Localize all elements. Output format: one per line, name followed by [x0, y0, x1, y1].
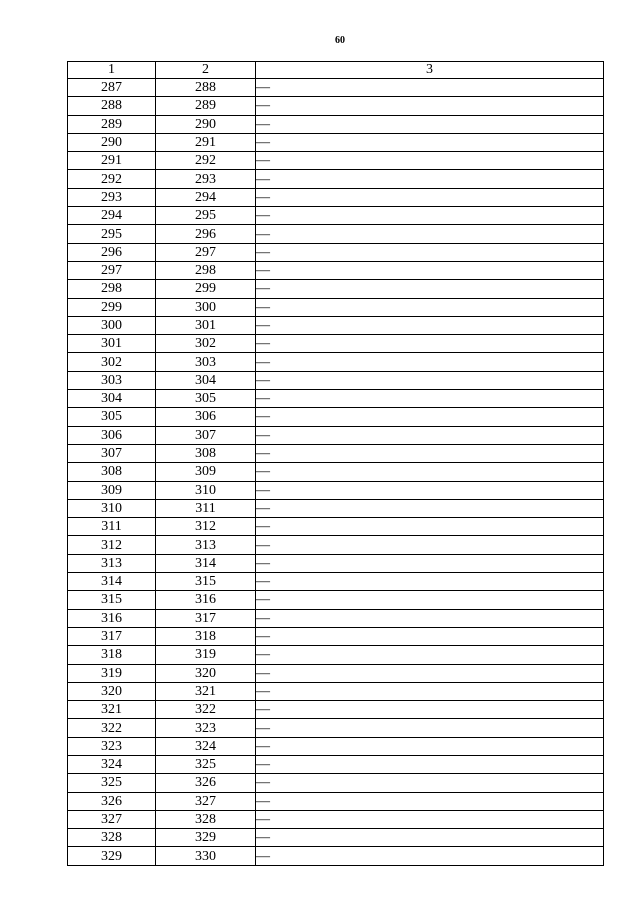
- table-cell-col-1: 324: [68, 755, 156, 773]
- table-row: [68, 207, 604, 225]
- table-cell-col-3: —: [256, 829, 604, 847]
- table-cell-col-3: —: [256, 133, 604, 151]
- table-row: [68, 499, 604, 517]
- table-row: [68, 627, 604, 645]
- table-cell-col-1: 306: [68, 426, 156, 444]
- table-cell-col-2: 324: [156, 737, 256, 755]
- table-cell-col-2: 327: [156, 792, 256, 810]
- table-cell-col-3: —: [256, 316, 604, 334]
- table-row: [68, 408, 604, 426]
- table-cell-col-3: —: [256, 719, 604, 737]
- table-cell-col-2: 314: [156, 554, 256, 572]
- table-row: [68, 97, 604, 115]
- table-cell-col-1: 287: [68, 79, 156, 97]
- table-row: [68, 518, 604, 536]
- table-row: [68, 737, 604, 755]
- table-cell-col-1: 312: [68, 536, 156, 554]
- table-row: [68, 755, 604, 773]
- table-cell-col-1: 304: [68, 390, 156, 408]
- table-cell-col-1: 305: [68, 408, 156, 426]
- table-cell-col-2: 310: [156, 481, 256, 499]
- table-row: [68, 390, 604, 408]
- table-cell-col-1: 308: [68, 463, 156, 481]
- table-cell-col-2: 296: [156, 225, 256, 243]
- table-cell-col-3: —: [256, 481, 604, 499]
- table-cell-col-3: —: [256, 243, 604, 261]
- table-cell-col-2: 294: [156, 188, 256, 206]
- table-cell-col-2: 300: [156, 298, 256, 316]
- table-cell-col-2: 306: [156, 408, 256, 426]
- table-cell-col-2: 312: [156, 518, 256, 536]
- table-cell-col-2: 329: [156, 829, 256, 847]
- table-cell-col-1: 325: [68, 774, 156, 792]
- table-row: [68, 463, 604, 481]
- table-cell-col-1: 290: [68, 133, 156, 151]
- table-cell-col-1: 289: [68, 115, 156, 133]
- table-cell-col-2: 318: [156, 627, 256, 645]
- table-cell-col-2: 305: [156, 390, 256, 408]
- table-cell-col-1: 319: [68, 664, 156, 682]
- table-cell-col-1: 303: [68, 371, 156, 389]
- table-cell-col-1: 313: [68, 554, 156, 572]
- table-cell-col-2: 292: [156, 152, 256, 170]
- table-cell-col-3: —: [256, 97, 604, 115]
- table-cell-col-1: 293: [68, 188, 156, 206]
- table-cell-col-2: 323: [156, 719, 256, 737]
- table-cell-col-2: 317: [156, 609, 256, 627]
- table-cell-col-2: 289: [156, 97, 256, 115]
- header-cell-col-2: 2: [156, 62, 256, 79]
- table-row: [68, 573, 604, 591]
- table-cell-col-1: 322: [68, 719, 156, 737]
- table-cell-col-3: —: [256, 573, 604, 591]
- table-row: [68, 847, 604, 865]
- table-row: [68, 810, 604, 828]
- table-cell-col-2: 293: [156, 170, 256, 188]
- table-row: [68, 774, 604, 792]
- table-header: [68, 62, 604, 79]
- table-cell-col-3: —: [256, 79, 604, 97]
- table-cell-col-3: —: [256, 591, 604, 609]
- table-cell-col-2: 297: [156, 243, 256, 261]
- table-row: [68, 280, 604, 298]
- table-cell-col-1: 298: [68, 280, 156, 298]
- table-cell-col-3: —: [256, 170, 604, 188]
- table-row: [68, 353, 604, 371]
- table-cell-col-3: —: [256, 847, 604, 865]
- table-cell-col-2: 319: [156, 646, 256, 664]
- table-cell-col-2: 328: [156, 810, 256, 828]
- table-cell-col-3: —: [256, 188, 604, 206]
- header-cell-col-3: 3: [256, 62, 604, 79]
- table-cell-col-3: —: [256, 499, 604, 517]
- table-cell-col-3: —: [256, 627, 604, 645]
- table-row: [68, 152, 604, 170]
- table-cell-col-2: 307: [156, 426, 256, 444]
- table-cell-col-3: —: [256, 298, 604, 316]
- table-cell-col-2: 326: [156, 774, 256, 792]
- table-cell-col-1: 310: [68, 499, 156, 517]
- table-cell-col-1: 292: [68, 170, 156, 188]
- table-cell-col-1: 327: [68, 810, 156, 828]
- table-cell-col-3: —: [256, 444, 604, 462]
- table-row: [68, 316, 604, 334]
- table-cell-col-2: 298: [156, 261, 256, 279]
- table-cell-col-2: 321: [156, 682, 256, 700]
- table-row: [68, 646, 604, 664]
- table-cell-col-1: 295: [68, 225, 156, 243]
- table-cell-col-1: 320: [68, 682, 156, 700]
- table-cell-col-3: —: [256, 682, 604, 700]
- table-row: [68, 188, 604, 206]
- table-cell-col-1: 323: [68, 737, 156, 755]
- table-cell-col-1: 321: [68, 701, 156, 719]
- table-cell-col-1: 288: [68, 97, 156, 115]
- table-cell-col-3: —: [256, 664, 604, 682]
- table-cell-col-3: —: [256, 390, 604, 408]
- table-row: [68, 243, 604, 261]
- table-cell-col-3: —: [256, 408, 604, 426]
- table-cell-col-1: 326: [68, 792, 156, 810]
- table-cell-col-2: 330: [156, 847, 256, 865]
- table-cell-col-3: —: [256, 152, 604, 170]
- page-number: 60: [335, 35, 345, 46]
- table-row: [68, 591, 604, 609]
- data-table: [67, 61, 604, 866]
- table-row: [68, 79, 604, 97]
- table-cell-col-1: 296: [68, 243, 156, 261]
- table-cell-col-2: 322: [156, 701, 256, 719]
- table-cell-col-3: —: [256, 609, 604, 627]
- table-cell-col-2: 303: [156, 353, 256, 371]
- table-cell-col-2: 309: [156, 463, 256, 481]
- table-row: [68, 481, 604, 499]
- table-cell-col-2: 290: [156, 115, 256, 133]
- table-cell-col-1: 297: [68, 261, 156, 279]
- table-cell-col-3: —: [256, 755, 604, 773]
- table-cell-col-2: 316: [156, 591, 256, 609]
- table-cell-col-3: —: [256, 207, 604, 225]
- table-cell-col-3: —: [256, 810, 604, 828]
- table-cell-col-1: 309: [68, 481, 156, 499]
- table-row: [68, 829, 604, 847]
- table-cell-col-2: 320: [156, 664, 256, 682]
- table-cell-col-3: —: [256, 371, 604, 389]
- table-cell-col-2: 313: [156, 536, 256, 554]
- table-cell-col-2: 301: [156, 316, 256, 334]
- table-row: [68, 701, 604, 719]
- table-cell-col-2: 304: [156, 371, 256, 389]
- table-cell-col-1: 318: [68, 646, 156, 664]
- table-cell-col-3: —: [256, 792, 604, 810]
- table-cell-col-1: 314: [68, 573, 156, 591]
- table-cell-col-1: 316: [68, 609, 156, 627]
- table-cell-col-2: 291: [156, 133, 256, 151]
- table-cell-col-3: —: [256, 335, 604, 353]
- table-cell-col-3: —: [256, 261, 604, 279]
- table-cell-col-1: 299: [68, 298, 156, 316]
- table-cell-col-2: 308: [156, 444, 256, 462]
- table-row: [68, 170, 604, 188]
- table-row: [68, 536, 604, 554]
- table-cell-col-1: 317: [68, 627, 156, 645]
- table-cell-col-1: 291: [68, 152, 156, 170]
- table-cell-col-1: 315: [68, 591, 156, 609]
- table-row: [68, 682, 604, 700]
- table-row: [68, 298, 604, 316]
- table-cell-col-2: 325: [156, 755, 256, 773]
- table-cell-col-1: 300: [68, 316, 156, 334]
- table-body: [68, 79, 604, 866]
- table-cell-col-2: 315: [156, 573, 256, 591]
- table-row: [68, 133, 604, 151]
- table-cell-col-1: 294: [68, 207, 156, 225]
- table-row: [68, 664, 604, 682]
- table-cell-col-3: —: [256, 115, 604, 133]
- table-cell-col-2: 295: [156, 207, 256, 225]
- table-row: [68, 554, 604, 572]
- table-row: [68, 719, 604, 737]
- table-cell-col-3: —: [256, 518, 604, 536]
- table-row: [68, 609, 604, 627]
- table-row: [68, 792, 604, 810]
- table-cell-col-3: —: [256, 463, 604, 481]
- table-row: [68, 225, 604, 243]
- table-row: [68, 335, 604, 353]
- table-row: [68, 371, 604, 389]
- table-row: [68, 426, 604, 444]
- table-row: [68, 115, 604, 133]
- table-cell-col-2: 288: [156, 79, 256, 97]
- table-cell-col-2: 302: [156, 335, 256, 353]
- table-cell-col-3: —: [256, 536, 604, 554]
- table-cell-col-3: —: [256, 280, 604, 298]
- header-cell-col-1: 1: [68, 62, 156, 79]
- table-cell-col-1: 311: [68, 518, 156, 536]
- table-cell-col-1: 329: [68, 847, 156, 865]
- table-cell-col-3: —: [256, 701, 604, 719]
- table-cell-col-3: —: [256, 646, 604, 664]
- table-cell-col-3: —: [256, 554, 604, 572]
- table-row: [68, 444, 604, 462]
- table-row: [68, 261, 604, 279]
- table-cell-col-2: 311: [156, 499, 256, 517]
- table-cell-col-1: 307: [68, 444, 156, 462]
- table-cell-col-2: 299: [156, 280, 256, 298]
- header-row: [68, 62, 604, 79]
- table-cell-col-1: 301: [68, 335, 156, 353]
- table-cell-col-3: —: [256, 774, 604, 792]
- table-cell-col-3: —: [256, 737, 604, 755]
- table-cell-col-3: —: [256, 426, 604, 444]
- table-cell-col-1: 302: [68, 353, 156, 371]
- table-cell-col-1: 328: [68, 829, 156, 847]
- table-cell-col-3: —: [256, 353, 604, 371]
- table-cell-col-3: —: [256, 225, 604, 243]
